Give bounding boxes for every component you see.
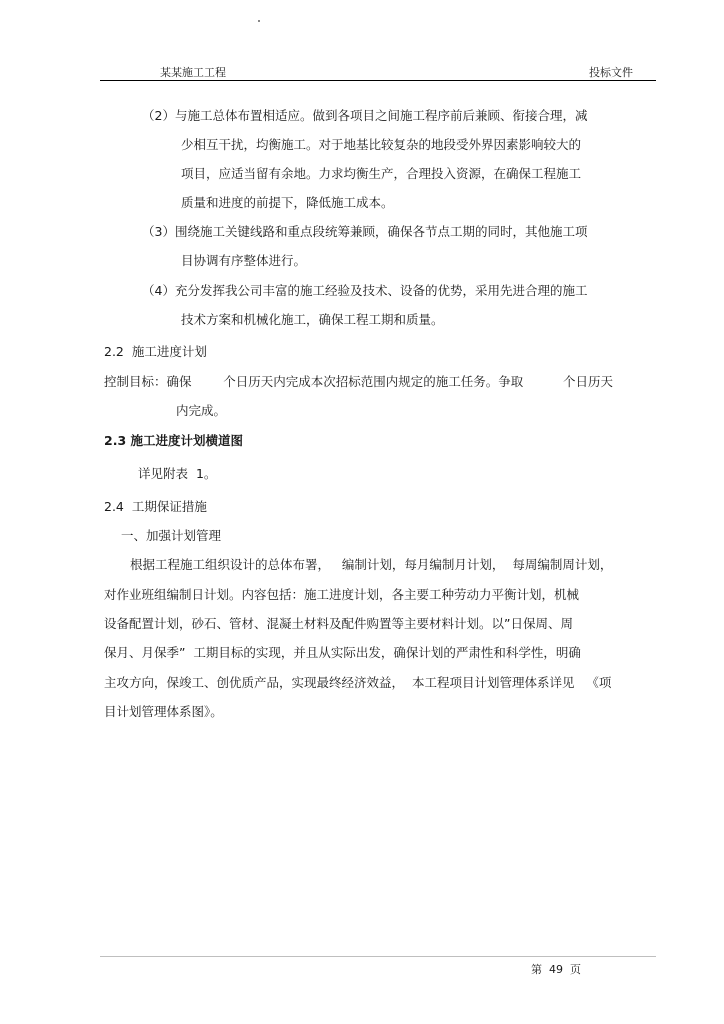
paragraph-line: 对作业班组编制日计划。内容包括：施工进度计划，各主要工种劳动力平衡计划，机械 <box>104 587 580 602</box>
appendix-reference: 详见附表 1。 <box>138 466 217 481</box>
section-heading-2-2: 2.2 施工进度计划 <box>104 344 207 359</box>
section-heading-2-4: 2.4 工期保证措施 <box>104 499 207 514</box>
scan-speck <box>258 20 260 22</box>
control-target-line: 控制目标：确保 个日历天内完成本次招标范围内规定的施工任务。争取 个日历天 <box>104 374 614 389</box>
paragraph-line: 设备配置计划，砂石、管材、混凝土材料及配件购置等主要材料计划。以”日保周、周 <box>104 616 573 631</box>
paragraph-line: 保月、月保季” 工期目标的实现，并且从实际出发，确保计划的严肃性和科学性，明确 <box>104 645 581 660</box>
header-project-name: 某某施工工程 <box>160 66 226 79</box>
paragraph-line: 内完成。 <box>176 403 227 418</box>
paragraph-line: 目协调有序整体进行。 <box>181 253 307 268</box>
paragraph-line: 根据工程施工组织设计的总体布署， 编制计划，每月编制月计划， 每周编制周计划， <box>130 557 613 572</box>
subsection-heading: 一、加强计划管理 <box>121 528 222 543</box>
section-heading-2-3: 2.3 施工进度计划横道图 <box>104 433 243 448</box>
paragraph-line-item-4: （4）充分发挥我公司丰富的施工经验及技术、设备的优势，采用先进合理的施工 <box>142 283 588 298</box>
page-number: 第 49 页 <box>531 963 581 976</box>
paragraph-line: 项目，应适当留有余地。力求均衡生产，合理投入资源，在确保工程施工 <box>181 166 582 181</box>
paragraph-line: 质量和进度的前提下，降低施工成本。 <box>181 195 394 210</box>
paragraph-line: 技术方案和机械化施工，确保工程工期和质量。 <box>181 312 444 327</box>
paragraph-line: 少相互干扰，均衡施工。对于地基比较复杂的地段受外界因素影响较大的 <box>181 137 582 152</box>
header-document-type: 投标文件 <box>589 66 633 79</box>
paragraph-line: 主攻方向，保竣工、创优质产品，实现最终经济效益， 本工程项目计划管理体系详见 《项 <box>104 675 612 690</box>
paragraph-line: 目计划管理体系图》。 <box>104 704 223 719</box>
paragraph-line-item-3: （3）围绕施工关键线路和重点段统筹兼顾，确保各节点工期的同时，其他施工项 <box>142 224 588 239</box>
paragraph-line-item-2: （2）与施工总体布置相适应。做到各项目之间施工程序前后兼顾、衔接合理，减 <box>142 108 588 123</box>
footer-divider <box>100 956 656 957</box>
header-divider <box>100 80 656 81</box>
